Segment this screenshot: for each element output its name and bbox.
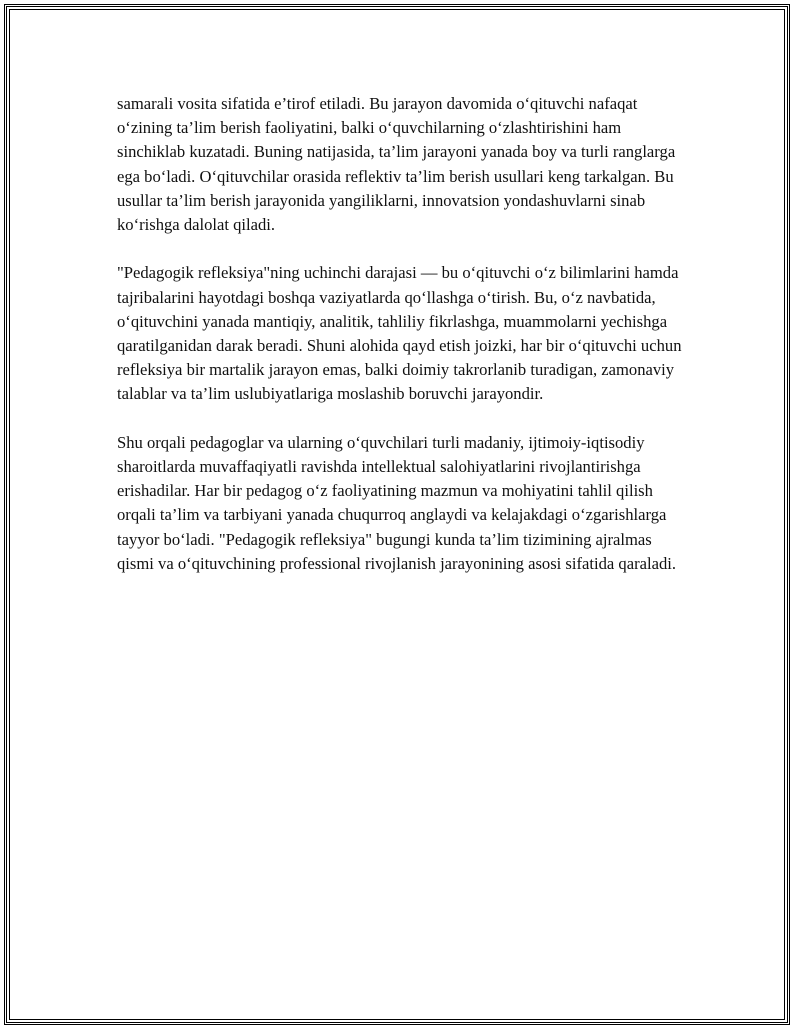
paragraph-2: "Pedagogik refleksiya"ning uchinchi darajasi — bu o‘qituvchi o‘z bilimlarini hamda tajribalarini hayotdagi boshqa vaziyatlarda qo‘llashga o‘tirish. Bu, o‘z navbatida, o‘qituvchini yanada mantiqiy, analitik, tahliliy fikrlashga, muammolarni yechishga qaratilganidan darak beradi. Shuni alohida qayd etish joizki, har bir o‘qituvchi uchun refleksiya bir martalik jarayon emas, balki doimiy takrorlanib turadigan, zamonaviy talablar va ta’lim uslubiyatlariga moslashib boruvchi jarayondir. bbox=[117, 263, 682, 404]
paragraph-1: samarali vosita sifatida e’tirof etiladi. Bu jarayon davomida o‘qituvchi nafaqat o‘zining ta’lim berish faoliyatini, balki o‘quvchilarning o‘zlashtirishini ham sinchiklab kuzatadi. Buning natijasida, ta’lim jarayoni yanada boy va turli ranglarga ega bo‘ladi. O‘qituvchilar orasida reflektiv ta’lim berish usullari keng tarkalgan. Bu usullar ta’lim berish jarayonida yangiliklarni, innovatsion yondashuvlarni sinab ko‘rishga dalolat qiladi. bbox=[117, 94, 676, 235]
document-body bbox=[117, 92, 687, 600]
paragraph-3: Shu orqali pedagoglar va ularning o‘quvchilari turli madaniy, ijtimoiy-iqtisodiy sharoitlarda muvaffaqiyatli ravishda intellektual salohiyatlarini rivojlantirishga erishadilar. Har bir pedagog o‘z faoliyatining mazmun va mohiyatini tahlil qilish orqali ta’lim va tarbiyani yanada chuqurroq anglaydi va kelajakdagi o‘zgarishlarga tayyor bo‘ladi. "Pedagogik refleksiya" bugungi kunda ta’lim tizimining ajralmas qismi va o‘qituvchining professional rivojlanish jarayonining asosi sifatida qaraladi. bbox=[117, 432, 677, 573]
